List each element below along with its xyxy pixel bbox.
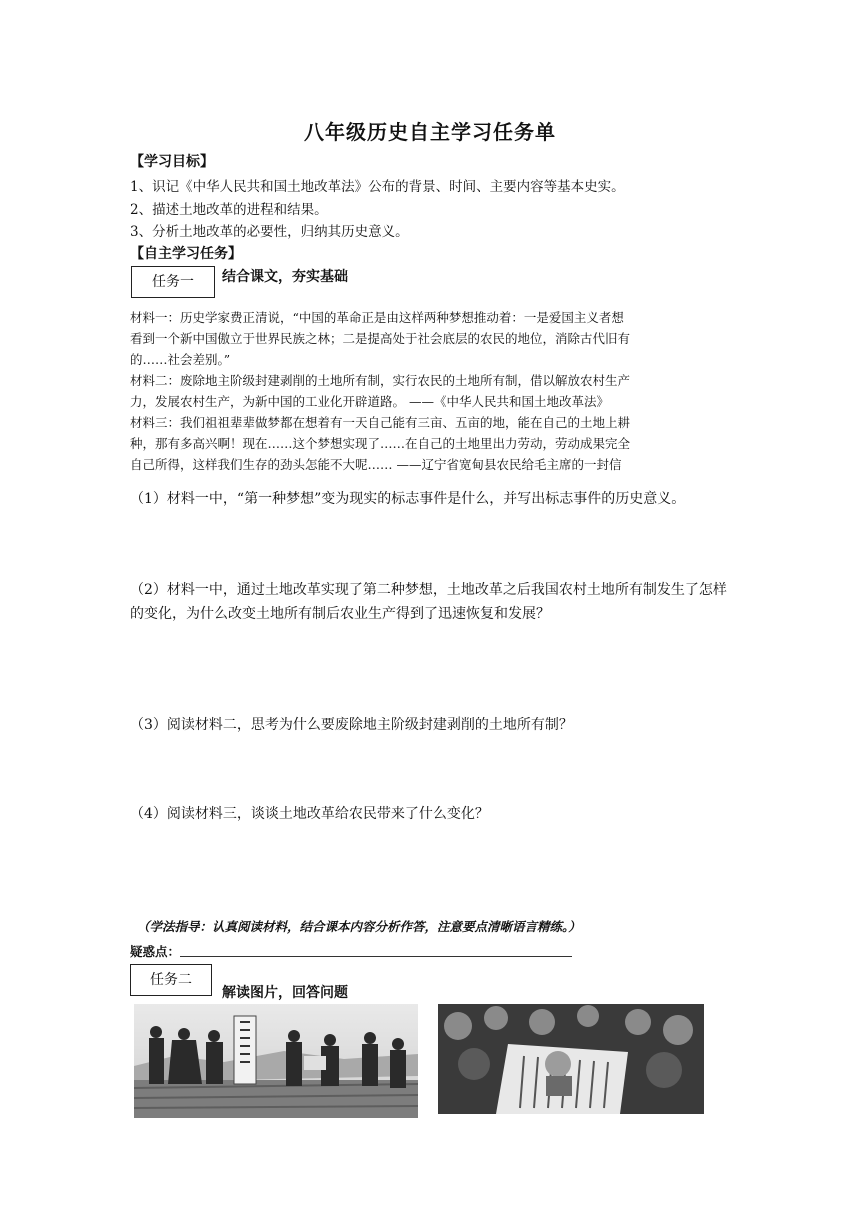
task2-title: 解读图片，回答问题 bbox=[222, 985, 348, 1001]
doubt-label: 疑惑点： bbox=[130, 944, 181, 959]
objective-item: 1、识记《中华人民共和国土地改革法》公布的背景、时间、主要内容等基本史实。 bbox=[130, 179, 625, 195]
material-line: 材料二：废除地主阶级封建剥削的土地所有制，实行农民的土地所有制，借以解放农村生产 bbox=[130, 373, 631, 388]
question-3: （3）阅读材料二，思考为什么要废除地主阶级封建剥削的土地所有制？ bbox=[130, 717, 573, 733]
material-line: 种，那有多高兴啊！现在……这个梦想实现了……在自己的土地里出力劳动，劳动成果完全 bbox=[130, 436, 631, 451]
task2-label-box: 任务二 bbox=[130, 964, 212, 996]
tasks-heading: 【自主学习任务】 bbox=[130, 246, 242, 262]
study-guide: （学法指导：认真阅读材料，结合课本内容分析作答，注意要点清晰语言精练。） bbox=[137, 919, 581, 934]
task1-label-box: 任务一 bbox=[131, 266, 215, 298]
material-line: 的……社会差别。” bbox=[130, 352, 231, 367]
land-reform-group-photo bbox=[134, 1004, 418, 1118]
page-title: 八年级历史自主学习任务单 bbox=[304, 120, 556, 144]
objective-item: 2、描述土地改革的进程和结果。 bbox=[130, 202, 328, 218]
task1-title: 结合课文，夯实基础 bbox=[222, 269, 348, 285]
material-line: 看到一个新中国傲立于世界民族之林；二是提高处于社会底层的农民的地位，消除古代旧有 bbox=[130, 331, 631, 346]
material-line: 材料三：我们祖祖辈辈做梦都在想着有一天自己能有三亩、五亩的地，能在自己的土地上耕 bbox=[130, 415, 631, 430]
doubt-answer-line[interactable] bbox=[180, 956, 572, 957]
material-line: 自己所得，这样我们生存的劲头怎能不大呢…… ——辽宁省宽甸县农民给毛主席的一封信 bbox=[130, 457, 622, 472]
question-1: （1）材料一中，“第一种梦想”变为现实的标志事件是什么，并写出标志事件的历史意义。 bbox=[130, 491, 686, 507]
material-line: 材料一：历史学家费正清说，“中国的革命正是由这样两种梦想推动着：一是爱国主义者想 bbox=[130, 310, 624, 325]
objectives-heading: 【学习目标】 bbox=[130, 154, 214, 170]
question-4: （4）阅读材料三，谈谈土地改革给农民带来了什么变化？ bbox=[130, 806, 489, 822]
question-2: （2）材料一中，通过土地改革实现了第二种梦想，土地改革之后我国农村土地所有制发生了怎样的变化，为什么改变土地所有制后农业生产得到了迅速恢复和发展？ bbox=[130, 582, 727, 622]
objective-item: 3、分析土地改革的必要性，归纳其历史意义。 bbox=[130, 224, 409, 240]
land-certificate-photo bbox=[438, 1004, 704, 1114]
material-line: 力，发展农村生产，为新中国的工业化开辟道路。 ——《中华人民共和国土地改革法》 bbox=[130, 394, 609, 409]
material-block bbox=[130, 307, 732, 475]
